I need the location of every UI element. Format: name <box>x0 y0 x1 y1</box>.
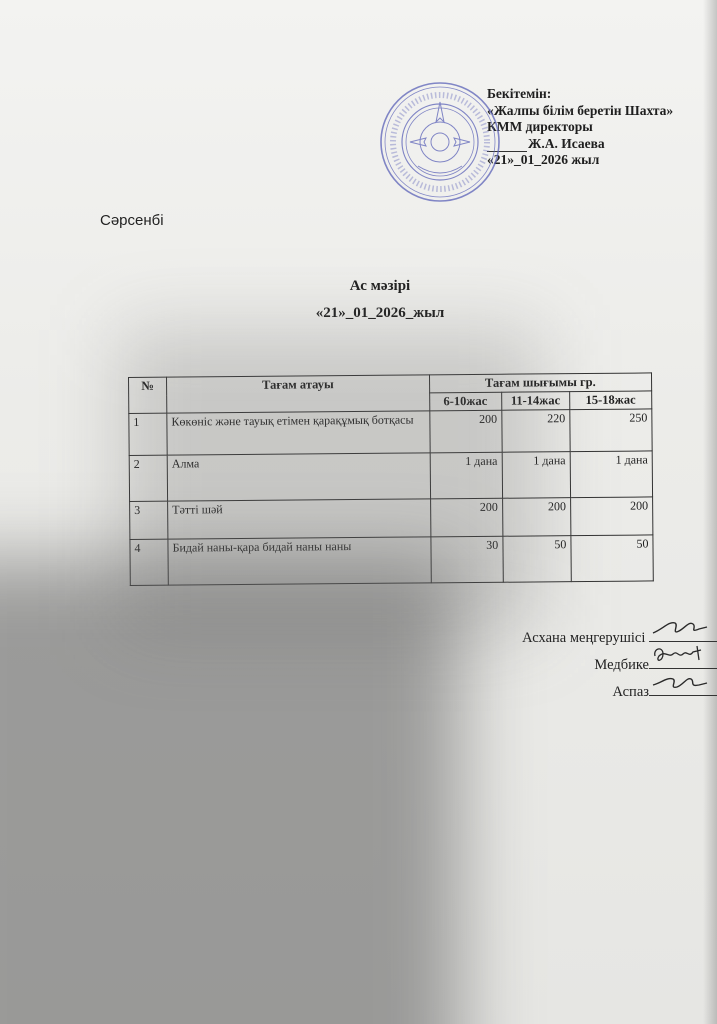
approval-block <box>487 86 712 169</box>
table-row <box>129 409 652 456</box>
row-num: 3 <box>130 501 168 539</box>
row-portion-15-18: 1 дана <box>570 451 653 498</box>
paper-edge <box>703 0 717 1024</box>
photo-shadow <box>0 560 460 1024</box>
weekday: Сәрсенбі <box>100 212 164 229</box>
row-dish: Көкөніс және тауық етімен қарақұмық ботқасы <box>167 411 430 455</box>
signature-scribble-icon <box>649 669 709 693</box>
approval-date: «21»_01_2026 жыл <box>487 152 600 167</box>
menu-table <box>128 372 654 586</box>
row-portion-11-14: 220 <box>501 410 569 453</box>
row-portion-15-18: 50 <box>571 535 654 582</box>
row-portion-6-10: 30 <box>430 536 503 583</box>
signature-block <box>430 625 717 706</box>
header-age-15-18: 15-18жас <box>569 391 651 410</box>
approval-position: КММ директоры <box>487 119 593 134</box>
row-portion-15-18: 200 <box>570 497 653 536</box>
header-num: № <box>129 377 167 413</box>
date-month: 01 <box>520 152 535 167</box>
nurse-label: Медбике <box>594 657 649 673</box>
table-row <box>130 535 653 586</box>
approval-heading: Бекітемін: <box>487 86 552 101</box>
row-dish: Бидай наны-қара бидай наны наны <box>168 537 431 585</box>
menu-date: «21»_01_2026_жыл <box>315 305 445 321</box>
signature-scribble-icon <box>649 615 709 639</box>
approval-signer-row <box>487 136 712 153</box>
header-age-6-10: 6-10жас <box>429 392 501 411</box>
date-day: 21 <box>493 152 508 167</box>
row-portion-15-18: 250 <box>570 409 653 452</box>
date-year: 2026 жыл <box>541 152 600 167</box>
table-row <box>130 497 653 540</box>
row-portion-6-10: 200 <box>429 410 501 453</box>
row-portion-6-10: 1 дана <box>430 452 503 499</box>
date-close-quote: » <box>507 152 514 167</box>
row-dish: Тәтті шәй <box>168 499 431 539</box>
date-open-quote: « <box>487 152 494 167</box>
row-num: 2 <box>129 455 167 501</box>
page-title: Ас мәзірі <box>349 278 411 294</box>
header-dish-name: Тағам атауы <box>167 375 430 413</box>
canteen-head-label: Асхана меңгерушісі <box>522 630 646 646</box>
row-num: 1 <box>129 413 167 455</box>
row-num: 4 <box>130 539 168 585</box>
row-dish: Алма <box>167 453 430 501</box>
table-row <box>129 451 652 502</box>
row-portion-11-14: 1 дана <box>502 452 571 499</box>
approval-signer: Ж.А. Исаева <box>528 135 605 151</box>
header-age-11-14: 11-14жас <box>501 392 569 411</box>
row-portion-11-14: 50 <box>503 536 572 583</box>
approval-school: «Жалпы білім беретін Шахта» <box>487 102 674 118</box>
official-stamp <box>378 80 502 204</box>
row-portion-6-10: 200 <box>430 498 502 537</box>
cook-label: Аспаз <box>612 684 649 700</box>
header-portion: Тағам шығымы гр. <box>429 373 652 393</box>
cook-row <box>430 679 717 706</box>
row-portion-11-14: 200 <box>502 498 570 537</box>
